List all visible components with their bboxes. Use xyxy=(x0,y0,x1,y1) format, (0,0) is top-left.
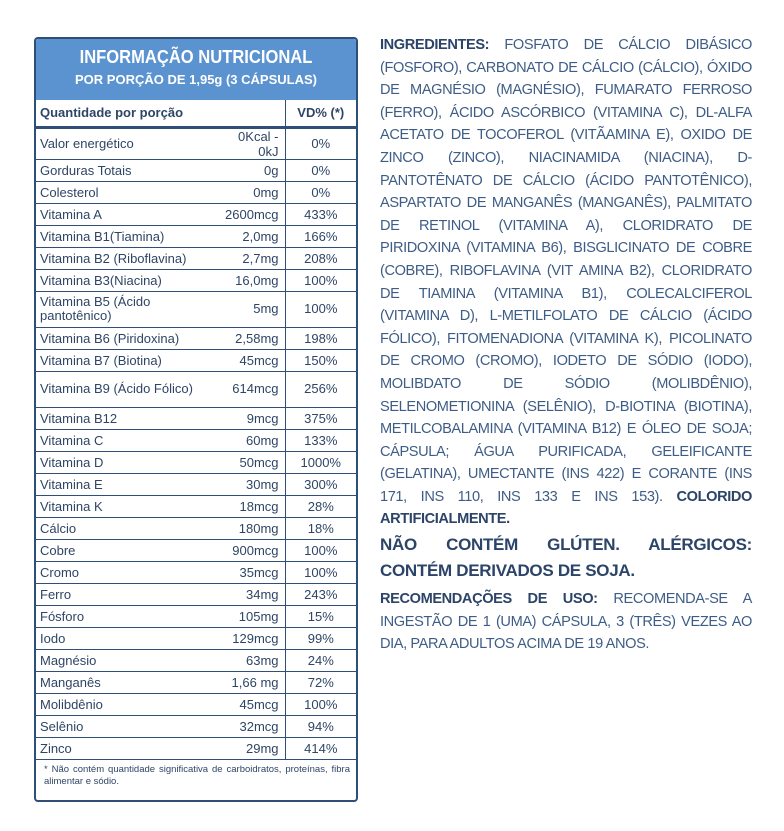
nutrient-amount: 32mcg xyxy=(212,715,285,737)
nutrient-amount: 45mcg xyxy=(212,349,285,371)
table-row xyxy=(36,349,356,371)
table-row xyxy=(36,225,356,247)
nutrient-name: Vitamina B1(Tiamina) xyxy=(36,225,212,247)
nutrient-name: Vitamina B6 (Piridoxina) xyxy=(36,327,212,349)
table-row xyxy=(36,473,356,495)
nutrient-vd: 208% xyxy=(285,247,356,269)
product-text xyxy=(380,34,752,656)
table-row xyxy=(36,181,356,203)
nutrient-amount: 9mcg xyxy=(212,407,285,429)
nutrient-name: Vitamina A xyxy=(36,203,212,225)
nutrient-name: Vitamina K xyxy=(36,495,212,517)
allergen-warning: NÃO CONTÉM GLÚTEN. ALÉRGICOS: CONTÉM DERIVADOS DE SOJA. xyxy=(380,535,752,581)
nutrient-amount: 50mcg xyxy=(212,451,285,473)
table-row xyxy=(36,127,356,159)
table-row xyxy=(36,203,356,225)
table-row xyxy=(36,371,356,407)
nutrient-amount: 34mg xyxy=(212,583,285,605)
nutrient-name: Vitamina B2 (Riboflavina) xyxy=(36,247,212,269)
nutrient-vd: 256% xyxy=(285,371,356,407)
nutrient-vd: 414% xyxy=(285,737,356,759)
nutrient-amount: 2,0mg xyxy=(212,225,285,247)
nutrient-name: Vitamina B3(Niacina) xyxy=(36,269,212,291)
nutrient-amount: 45mcg xyxy=(212,693,285,715)
nutrient-amount: 900mcg xyxy=(212,539,285,561)
nutrient-vd: 15% xyxy=(285,605,356,627)
nutrient-amount: 105mg xyxy=(212,605,285,627)
nutrient-name: Zinco xyxy=(36,737,212,759)
table-row xyxy=(36,649,356,671)
ingredients-label: INGREDIENTES: xyxy=(380,37,490,53)
nutrient-name: Vitamina E xyxy=(36,473,212,495)
table-row xyxy=(36,561,356,583)
colored-notice: COLORIDO ARTIFICIALMENTE. xyxy=(380,488,752,528)
nutrient-vd: 198% xyxy=(285,327,356,349)
nutrient-amount: 0mg xyxy=(212,181,285,203)
nutrient-vd: 100% xyxy=(285,291,356,327)
table-row xyxy=(36,247,356,269)
nutrient-amount: 0g xyxy=(212,159,285,181)
nutrition-facts-label xyxy=(34,37,358,802)
nutrient-name: Vitamina B12 xyxy=(36,407,212,429)
nutrient-name: Colesterol xyxy=(36,181,212,203)
nutrient-name: Vitamina B9 (Ácido Fólico) xyxy=(36,371,212,407)
nutrient-amount: 30mg xyxy=(212,473,285,495)
nutrient-name: Cobre xyxy=(36,539,212,561)
table-row xyxy=(36,495,356,517)
nutrient-name: Gorduras Totais xyxy=(36,159,212,181)
nutrient-amount: 2600mcg xyxy=(212,203,285,225)
nutrient-vd: 0% xyxy=(285,127,356,159)
nutrient-vd: 150% xyxy=(285,349,356,371)
nutrient-name: Vitamina C xyxy=(36,429,212,451)
nutrient-amount: 35mcg xyxy=(212,561,285,583)
usage-recommendation xyxy=(380,588,752,656)
nutrient-amount: 2,7mg xyxy=(212,247,285,269)
nutrient-amount: 63mg xyxy=(212,649,285,671)
table-row xyxy=(36,451,356,473)
nutrient-name: Manganês xyxy=(36,671,212,693)
nutrient-name: Molibdênio xyxy=(36,693,212,715)
nutrient-vd: 1000% xyxy=(285,451,356,473)
nutrient-vd: 133% xyxy=(285,429,356,451)
table-row xyxy=(36,269,356,291)
nutrient-amount: 0Kcal - 0kJ xyxy=(212,127,285,159)
nutrient-name: Vitamina D xyxy=(36,451,212,473)
nutrient-vd: 72% xyxy=(285,671,356,693)
table-header-row xyxy=(36,100,356,127)
table-row xyxy=(36,159,356,181)
nutrient-amount: 60mg xyxy=(212,429,285,451)
nutrient-vd: 0% xyxy=(285,159,356,181)
nutrient-name: Ferro xyxy=(36,583,212,605)
nutrient-name: Selênio xyxy=(36,715,212,737)
table-row xyxy=(36,429,356,451)
footnote: * Não contém quantidade significativa de carboidratos, proteínas, fibra alimentar e sódio. xyxy=(36,759,356,788)
nutrient-name: Magnésio xyxy=(36,649,212,671)
table-row xyxy=(36,737,356,759)
nutrition-table xyxy=(36,100,356,759)
nutrient-vd: 100% xyxy=(285,269,356,291)
nutrient-vd: 24% xyxy=(285,649,356,671)
nutrient-vd: 100% xyxy=(285,539,356,561)
recommendation-label: RECOMENDAÇÕES DE USO: xyxy=(380,591,598,608)
nutrient-amount: 16,0mg xyxy=(212,269,285,291)
nutrient-vd: 300% xyxy=(285,473,356,495)
ingredients-paragraph xyxy=(380,34,752,531)
recommendation-text: RECOMENDA-SE A INGESTÃO DE 1 (UMA) CÁPSULA, 3 (TRÊS) VEZES AO DIA, PARA ADULTOS ACIMA DE 19 ANOS. xyxy=(380,591,753,653)
nutrient-vd: 0% xyxy=(285,181,356,203)
table-row xyxy=(36,517,356,539)
nutrient-name: Vitamina B5 (Ácido pantotênico) xyxy=(36,291,212,327)
nutrient-amount: 29mg xyxy=(212,737,285,759)
nutrient-vd: 433% xyxy=(285,203,356,225)
nutrient-amount: 614mcg xyxy=(212,371,285,407)
nutrient-vd: 100% xyxy=(285,693,356,715)
table-row xyxy=(36,671,356,693)
table-row xyxy=(36,605,356,627)
label-header xyxy=(36,39,356,100)
nutrient-vd: 375% xyxy=(285,407,356,429)
table-row xyxy=(36,715,356,737)
label-title: INFORMAÇÃO NUTRICIONAL xyxy=(79,47,313,67)
nutrient-vd: 94% xyxy=(285,715,356,737)
nutrient-name: Iodo xyxy=(36,627,212,649)
nutrient-amount: 1,66 mg xyxy=(212,671,285,693)
nutrient-amount: 5mg xyxy=(212,291,285,327)
table-row xyxy=(36,327,356,349)
nutrient-vd: 99% xyxy=(285,627,356,649)
table-row xyxy=(36,539,356,561)
nutrient-name: Cálcio xyxy=(36,517,212,539)
label-subtitle: POR PORÇÃO DE 1,95g (3 CÁPSULAS) xyxy=(75,72,317,87)
table-row xyxy=(36,693,356,715)
nutrient-amount: 18mcg xyxy=(212,495,285,517)
nutrient-vd: 28% xyxy=(285,495,356,517)
nutrient-amount: 180mg xyxy=(212,517,285,539)
nutrient-name: Cromo xyxy=(36,561,212,583)
nutrition-table-body xyxy=(36,127,356,759)
column-header-quantity: Quantidade por porção xyxy=(36,100,285,127)
nutrient-amount: 129mcg xyxy=(212,627,285,649)
table-row xyxy=(36,407,356,429)
nutrient-name: Fósforo xyxy=(36,605,212,627)
table-row xyxy=(36,291,356,327)
nutrient-amount: 2,58mg xyxy=(212,327,285,349)
ingredients-text: FOSFATO DE CÁLCIO DIBÁSICO (FOSFORO), CARBONATO DE CÁLCIO (CÁLCIO), ÓXIDO DE MAGNÉSIO (MAGNÉSIO), FUMARATO FERROSO (FERRO), ÁCIDO ASCÓRBICO (VITAMINA C), DL-ALFA ACETATO DE TOCOFEROL (VITÃAMINA E), OXIDO DE ZINCO (ZINCO), NIACINAMIDA (NIACINA), D-PANTOTÊNATO DE CÁLCIO (ÁCIDO PANTOTÊNICO), ASPARTATO DE MANGANÊS (MANGANÊS), PALMITATO DE RETINOL (VITAMINA A), CLORIDRATO DE PIRIDOXINA (VITAMINA B6), BISGLICINATO DE COBRE (COBRE), RIBOFLAVINA (VIT AMINA B2), CLORIDRATO DE TIAMINA (VITAMINA B1), COLECALCIFEROL (VITAMINA D), L-METILFOLATO DE CÁLCIO (ÁCIDO FÓLICO), FITOMENADIONA (VITAMINA K), PICOLINATO DE CROMO (CROMO), IODETO DE SÓDIO (IODO), MOLIBDATO DE SÓDIO (MOLIBDÊNIO), SELENOMETIONINA (SELÊNIO), D-BIOTINA (BIOTINA), METILCOBALAMINA (VITAMINA B12) E ÓLEO DE SOJA; CÁPSULA; ÁGUA PURIFICADA, GELEIFICANTE (GELATINA), UMECTANTE (INS 422) E CORANTE (INS 171, INS 110, INS 133 E INS 153). xyxy=(380,37,753,505)
nutrient-vd: 243% xyxy=(285,583,356,605)
nutrient-vd: 166% xyxy=(285,225,356,247)
nutrient-name: Vitamina B7 (Biotina) xyxy=(36,349,212,371)
table-row xyxy=(36,583,356,605)
nutrient-vd: 100% xyxy=(285,561,356,583)
nutrient-vd: 18% xyxy=(285,517,356,539)
nutrient-name: Valor energético xyxy=(36,127,212,159)
table-row xyxy=(36,627,356,649)
column-header-vd: VD% (*) xyxy=(297,105,345,121)
